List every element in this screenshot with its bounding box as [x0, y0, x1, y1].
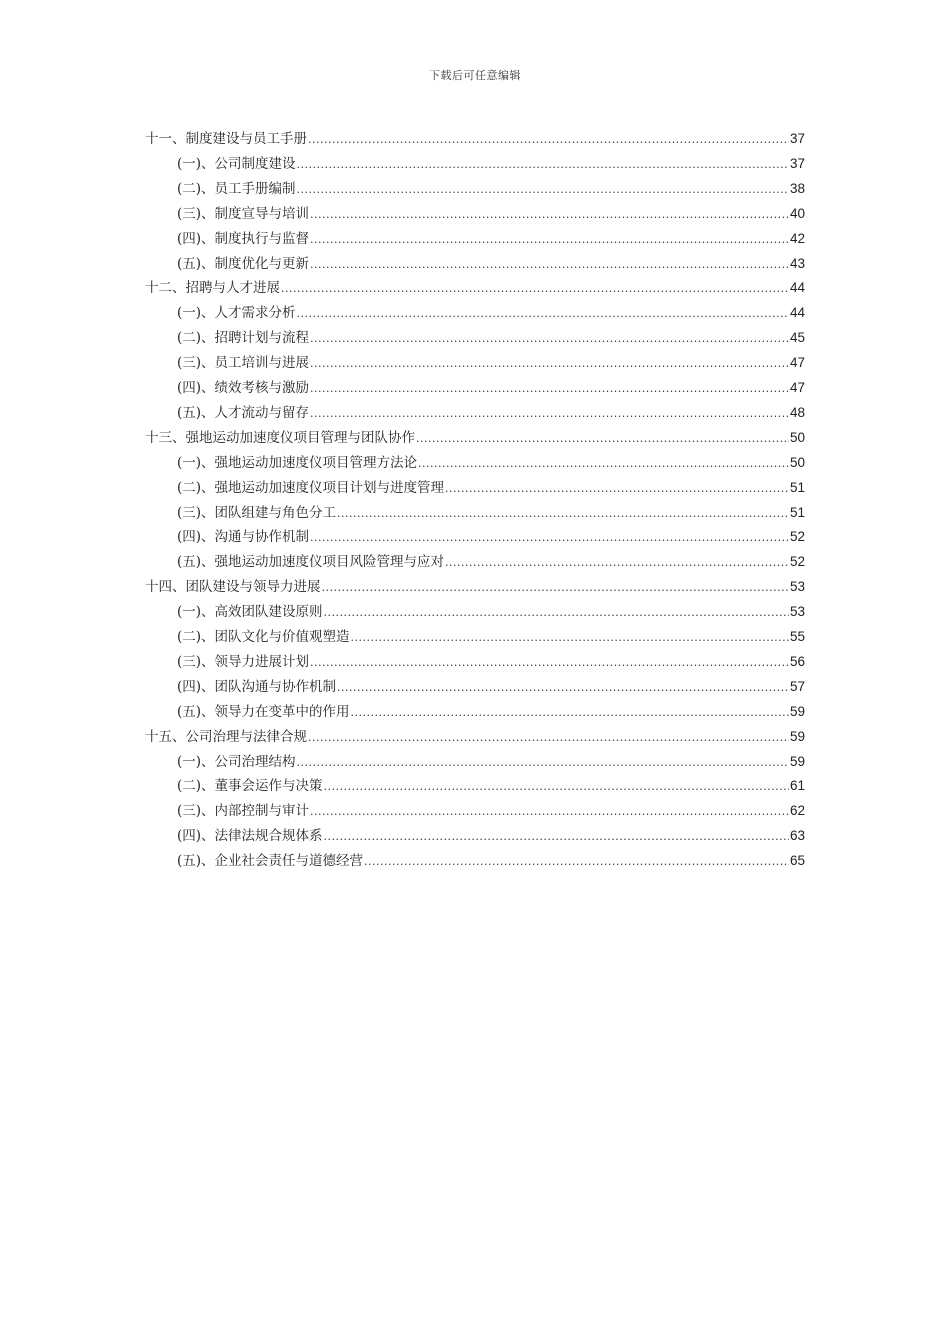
dot-leader — [310, 650, 789, 675]
toc-section-entry[interactable] — [177, 475, 805, 500]
toc-entry-page-number: 43 — [789, 255, 805, 271]
dot-leader — [364, 849, 789, 874]
dot-leader — [418, 451, 789, 476]
toc-section-entry[interactable] — [177, 699, 805, 724]
toc-entry-title: (一)、人才需求分析 — [177, 305, 296, 322]
dot-leader — [310, 202, 789, 227]
toc-section-entry[interactable] — [177, 151, 805, 176]
dot-leader — [416, 426, 789, 451]
dot-leader — [351, 700, 789, 725]
toc-entry-page-number: 51 — [789, 479, 805, 495]
toc-entry-title: (三)、团队组建与角色分工 — [177, 504, 337, 521]
dot-leader — [310, 351, 789, 376]
dot-leader — [310, 401, 789, 426]
toc-entry-title: (二)、董事会运作与决策 — [177, 778, 323, 795]
toc-entry-page-number: 52 — [789, 529, 805, 545]
toc-entry-title: (三)、领导力进展计划 — [177, 653, 310, 670]
toc-section-entry[interactable] — [177, 798, 805, 823]
dot-leader — [310, 326, 789, 351]
toc-entry-title: (一)、公司制度建设 — [177, 155, 296, 172]
toc-section-entry[interactable] — [177, 649, 805, 674]
toc-section-entry[interactable] — [177, 549, 805, 574]
toc-entry-page-number: 50 — [789, 429, 805, 445]
dot-leader — [308, 725, 789, 750]
toc-entry-page-number: 50 — [789, 454, 805, 470]
toc-entry-title: 十二、招聘与人才进展 — [145, 280, 280, 297]
toc-entry-page-number: 57 — [789, 678, 805, 694]
dot-leader — [337, 675, 789, 700]
toc-section-entry[interactable] — [177, 823, 805, 848]
dot-leader — [324, 824, 789, 849]
toc-entry-page-number: 53 — [789, 604, 805, 620]
toc-entry-page-number: 44 — [789, 280, 805, 296]
toc-entry-title: (五)、领导力在变革中的作用 — [177, 703, 350, 720]
toc-entry-title: (二)、团队文化与价值观塑造 — [177, 629, 350, 645]
toc-entry-page-number: 65 — [789, 853, 805, 869]
toc-section-entry[interactable] — [177, 848, 805, 873]
toc-section-entry[interactable] — [177, 325, 805, 350]
dot-leader — [445, 476, 789, 501]
toc-entry-title: (五)、企业社会责任与道德经营 — [177, 853, 364, 870]
toc-entry-title: (三)、制度宣导与培训 — [177, 205, 310, 222]
toc-section-entry[interactable] — [177, 251, 805, 276]
toc-entry-title: (四)、绩效考核与激励 — [177, 380, 310, 396]
dot-leader — [310, 525, 789, 550]
toc-entry-title: (四)、团队沟通与协作机制 — [177, 678, 337, 695]
dot-leader — [324, 600, 789, 625]
toc-entry-page-number: 40 — [789, 205, 805, 221]
dot-leader — [337, 501, 789, 526]
dot-leader — [310, 227, 789, 252]
toc-section-entry[interactable] — [177, 450, 805, 475]
toc-entry-page-number: 59 — [789, 703, 805, 719]
toc-section-entry[interactable] — [177, 375, 805, 400]
toc-entry-page-number: 55 — [789, 629, 805, 644]
dot-leader — [297, 152, 789, 177]
toc-entry-page-number: 37 — [789, 155, 805, 171]
toc-section-entry[interactable] — [177, 300, 805, 325]
toc-entry-title: 十三、强地运动加速度仪项目管理与团队协作 — [145, 429, 415, 446]
toc-entry-title: (一)、高效团队建设原则 — [177, 604, 323, 621]
toc-entry-title: (一)、公司治理结构 — [177, 753, 296, 770]
toc-entry-title: (三)、内部控制与审计 — [177, 803, 310, 820]
dot-leader — [297, 301, 789, 326]
toc-entry-title: (二)、员工手册编制 — [177, 180, 296, 197]
toc-entry-title: 十四、团队建设与领导力进展 — [145, 579, 321, 596]
dot-leader — [308, 127, 789, 152]
toc-entry-page-number: 37 — [789, 131, 805, 146]
toc-section-entry[interactable] — [177, 226, 805, 251]
toc-chapter-entry[interactable] — [145, 126, 805, 151]
dot-leader — [351, 625, 789, 650]
toc-entry-title: (二)、招聘计划与流程 — [177, 330, 310, 347]
toc-entry-title: (五)、人才流动与留存 — [177, 404, 310, 421]
toc-entry-title: (五)、强地运动加速度仪项目风险管理与应对 — [177, 554, 445, 571]
toc-section-entry[interactable] — [177, 176, 805, 201]
toc-entry-title: (四)、沟通与协作机制 — [177, 529, 310, 546]
toc-entry-title: 十一、制度建设与员工手册 — [145, 131, 307, 147]
toc-entry-title: (三)、员工培训与进展 — [177, 355, 310, 372]
dot-leader — [297, 177, 789, 202]
dot-leader — [445, 550, 789, 575]
dot-leader — [310, 376, 789, 401]
toc-chapter-entry[interactable] — [145, 724, 805, 749]
toc-entry-page-number: 53 — [789, 579, 805, 595]
dot-leader — [297, 750, 789, 775]
toc-entry-title: (四)、制度执行与监督 — [177, 230, 310, 247]
toc-section-entry[interactable] — [177, 350, 805, 375]
toc-section-entry[interactable] — [177, 599, 805, 624]
toc-entry-page-number: 56 — [789, 653, 805, 669]
toc-chapter-entry[interactable] — [145, 425, 805, 450]
dot-leader — [281, 276, 789, 301]
toc-entry-page-number: 47 — [789, 355, 805, 371]
toc-entry-page-number: 63 — [789, 828, 805, 844]
dot-leader — [310, 252, 789, 277]
toc-entry-title: (四)、法律法规合规体系 — [177, 828, 323, 845]
toc-entry-title: (一)、强地运动加速度仪项目管理方法论 — [177, 454, 418, 471]
toc-entry-page-number: 47 — [789, 380, 805, 395]
toc-entry-title: (二)、强地运动加速度仪项目计划与进度管理 — [177, 479, 445, 496]
toc-entry-page-number: 42 — [789, 230, 805, 246]
toc-section-entry[interactable] — [177, 674, 805, 699]
toc-section-entry[interactable] — [177, 749, 805, 774]
toc-chapter-entry[interactable] — [145, 574, 805, 599]
toc-section-entry[interactable] — [177, 624, 805, 649]
toc-entry-page-number: 44 — [789, 305, 805, 321]
dot-leader — [310, 799, 789, 824]
toc-entry-page-number: 62 — [789, 803, 805, 819]
dot-leader — [324, 774, 789, 799]
toc-section-entry[interactable] — [177, 500, 805, 525]
toc-entry-page-number: 59 — [789, 728, 805, 744]
toc-entry-page-number: 38 — [789, 180, 805, 196]
dot-leader — [322, 575, 789, 600]
toc-chapter-entry[interactable] — [145, 275, 805, 300]
toc-section-entry[interactable] — [177, 400, 805, 425]
toc-entry-page-number: 59 — [789, 753, 805, 769]
toc-entry-page-number: 51 — [789, 504, 805, 520]
toc-entry-page-number: 48 — [789, 404, 805, 420]
toc-section-entry[interactable] — [177, 524, 805, 549]
toc-entry-title: (五)、制度优化与更新 — [177, 255, 310, 272]
toc-entry-page-number: 45 — [789, 330, 805, 346]
toc-entry-page-number: 52 — [789, 554, 805, 570]
toc-section-entry[interactable] — [177, 773, 805, 798]
toc-section-entry[interactable] — [177, 201, 805, 226]
toc-entry-page-number: 61 — [789, 778, 805, 794]
page-header: 下载后可任意编辑 — [429, 69, 521, 82]
toc-entry-title: 十五、公司治理与法律合规 — [145, 728, 307, 745]
